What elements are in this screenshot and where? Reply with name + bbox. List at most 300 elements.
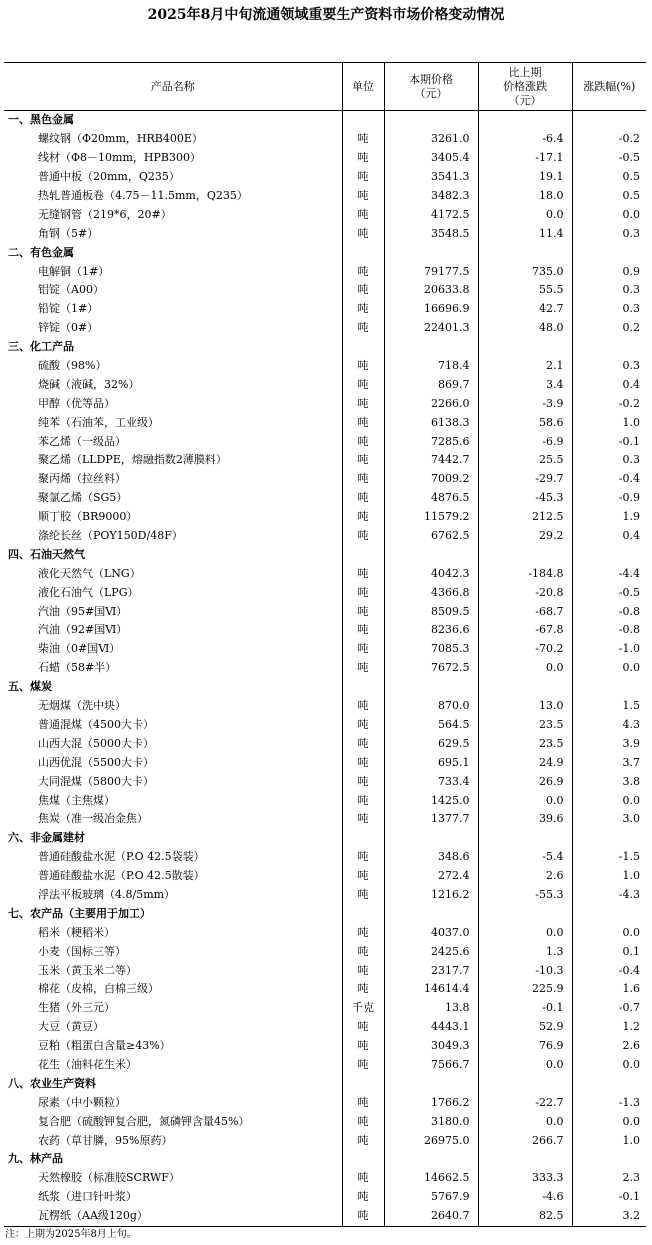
change-cell: -5.4 [478,848,572,867]
table-row [4,432,646,451]
product-name-cell: 角钢（5#） [38,226,99,240]
category-name-cell: 七、农产品（主要用于加工） [8,906,151,920]
price-cell: 6138.3 [384,413,478,432]
product-name-cell: 电解铜（1#） [38,264,110,278]
change-cell [478,1074,572,1093]
pct-cell: -4.3 [572,886,646,905]
pct-cell: 0.0 [572,923,646,942]
pct-cell: 0.5 [572,168,646,187]
unit-cell: 吨 [342,640,384,659]
pct-cell [572,243,646,262]
change-cell [478,678,572,697]
price-cell: 4876.5 [384,489,478,508]
unit-cell: 吨 [342,810,384,829]
unit-cell: 吨 [342,130,384,149]
category-name-cell: 四、石油天然气 [8,547,85,561]
table-row [4,583,646,602]
pct-cell: 0.2 [572,319,646,338]
unit-cell: 吨 [342,980,384,999]
unit-cell: 吨 [342,1169,384,1188]
unit-cell: 吨 [342,772,384,791]
table-row [4,942,646,961]
unit-cell: 吨 [342,564,384,583]
pct-cell: 1.2 [572,1018,646,1037]
price-cell: 1377.7 [384,810,478,829]
unit-cell: 吨 [342,621,384,640]
change-cell: 82.5 [478,1207,572,1226]
price-cell [384,678,478,697]
unit-cell: 吨 [342,848,384,867]
change-cell: -20.8 [478,583,572,602]
product-name-cell: 农药（草甘膦，95%原药） [38,1133,173,1147]
product-name-cell: 柴油（0#国Ⅵ） [38,642,121,656]
price-cell: 4042.3 [384,564,478,583]
product-name-cell: 棉花（皮棉，白棉三级） [38,982,159,996]
table-row [4,262,646,281]
unit-cell: 吨 [342,413,384,432]
unit-cell: 吨 [342,508,384,527]
table-row [4,772,646,791]
pct-cell: 1.0 [572,867,646,886]
product-name-cell: 液化石油气（LPG） [38,585,139,599]
unit-cell [342,338,384,357]
change-cell: 266.7 [478,1131,572,1150]
unit-cell: 吨 [342,527,384,546]
unit-cell: 吨 [342,1207,384,1226]
unit-cell: 吨 [342,1131,384,1150]
header-price [384,63,478,111]
change-cell: -17.1 [478,149,572,168]
pct-cell: -0.9 [572,489,646,508]
pct-cell: -1.3 [572,1093,646,1112]
price-cell: 1425.0 [384,791,478,810]
product-name-cell: 玉米（黄玉米二等） [38,963,137,977]
change-cell: -45.3 [478,489,572,508]
price-cell: 4366.8 [384,583,478,602]
change-cell: 55.5 [478,281,572,300]
price-cell: 348.6 [384,848,478,867]
pct-cell: 3.2 [572,1207,646,1226]
pct-cell [572,111,646,130]
unit-cell: 吨 [342,489,384,508]
product-name-cell: 豆粕（粗蛋白含量≥43%） [38,1039,171,1053]
change-cell: -68.7 [478,602,572,621]
pct-cell: 0.3 [572,300,646,319]
page-title: 2025年8月中旬流通领域重要生产资料市场价格变动情况 [147,7,505,23]
price-cell: 2640.7 [384,1207,478,1226]
pct-cell [572,904,646,923]
change-cell: 333.3 [478,1169,572,1188]
table-row [4,149,646,168]
unit-cell: 吨 [342,942,384,961]
pct-cell: 1.9 [572,508,646,527]
product-name-cell: 花生（油料花生米） [38,1057,137,1071]
change-cell [478,904,572,923]
table-row [4,357,646,376]
table-row [4,394,646,413]
change-cell: -70.2 [478,640,572,659]
unit-cell: 吨 [342,300,384,319]
unit-cell: 吨 [342,1093,384,1112]
price-cell: 8509.5 [384,602,478,621]
change-cell [478,338,572,357]
price-cell [384,904,478,923]
product-name-cell: 焦煤（主焦煤） [38,793,115,807]
change-cell: 23.5 [478,734,572,753]
table-row [4,886,646,905]
change-cell: 0.0 [478,205,572,224]
pct-cell: -0.7 [572,999,646,1018]
table-row [4,734,646,753]
table-row [4,281,646,300]
pct-cell: -1.0 [572,640,646,659]
pct-cell [572,1150,646,1169]
unit-cell: 吨 [342,602,384,621]
change-cell: -29.7 [478,470,572,489]
change-cell: -0.1 [478,999,572,1018]
pct-cell: 0.0 [572,791,646,810]
price-cell: 79177.5 [384,262,478,281]
category-name-cell: 八、农业生产资料 [8,1076,96,1090]
unit-cell: 吨 [342,583,384,602]
product-name-cell: 锌锭（0#） [38,321,99,335]
unit-cell [342,678,384,697]
table-row [4,923,646,942]
table-row [4,130,646,149]
price-cell: 870.0 [384,697,478,716]
price-cell: 5767.9 [384,1188,478,1207]
table-row [4,1018,646,1037]
price-cell [384,1074,478,1093]
product-name-cell: 普通硅酸盐水泥（P.O 42.5散装） [38,869,205,883]
category-name-cell: 二、有色金属 [8,245,74,259]
product-name-cell: 稻米（粳稻米） [38,925,115,939]
pct-cell: -0.2 [572,130,646,149]
table-row [4,848,646,867]
pct-cell: -0.4 [572,961,646,980]
product-name-cell: 聚丙烯（拉丝料） [38,472,126,486]
footnote: 注：上期为2025年8月上旬。 [5,1229,137,1240]
price-cell: 3049.3 [384,1037,478,1056]
product-name-cell: 石蜡（58#半） [38,661,117,675]
unit-cell: 吨 [342,394,384,413]
pct-cell [572,1074,646,1093]
price-cell [384,243,478,262]
pct-cell [572,678,646,697]
price-cell [384,1150,478,1169]
product-name-cell: 无缝钢管（219*6，20#） [38,207,172,221]
product-name-cell: 普通硅酸盐水泥（P.O 42.5袋装） [38,850,205,864]
unit-cell: 吨 [342,716,384,735]
price-cell: 7009.2 [384,470,478,489]
pct-cell: 0.0 [572,1056,646,1075]
table-row [4,1169,646,1188]
product-name-cell: 汽油（95#国Ⅵ） [38,604,128,618]
table-row [4,1188,646,1207]
category-row [4,1150,646,1169]
price-cell: 4172.5 [384,205,478,224]
table-row [4,300,646,319]
change-cell: 58.6 [478,413,572,432]
table-row [4,451,646,470]
product-name-cell: 无烟煤（洗中块） [38,699,126,713]
pct-cell: 0.0 [572,659,646,678]
product-name-cell: 铝锭（A00） [38,283,104,297]
change-cell: 24.9 [478,753,572,772]
price-cell: 20633.8 [384,281,478,300]
product-name-cell: 大同混煤（5800大卡） [38,774,154,788]
pct-cell: 0.1 [572,942,646,961]
table-row [4,187,646,206]
change-cell: -67.8 [478,621,572,640]
table-row [4,564,646,583]
unit-cell: 吨 [342,1037,384,1056]
price-cell: 3482.3 [384,187,478,206]
unit-cell: 吨 [342,697,384,716]
change-cell [478,829,572,848]
unit-cell: 吨 [342,451,384,470]
change-cell: 23.5 [478,716,572,735]
table-row [4,508,646,527]
change-cell: -55.3 [478,886,572,905]
product-name-cell: 涤纶长丝（POY150D/48F） [38,529,183,543]
price-cell: 2317.7 [384,961,478,980]
product-name-cell: 聚乙烯（LLDPE，熔融指数2薄膜料） [38,453,227,467]
price-cell: 718.4 [384,357,478,376]
pct-cell: 3.7 [572,753,646,772]
price-cell: 3405.4 [384,149,478,168]
category-name-cell: 一、黑色金属 [8,113,74,127]
price-cell: 22401.3 [384,319,478,338]
product-name-cell: 汽油（92#国Ⅵ） [38,623,128,637]
category-name-cell: 三、化工产品 [8,340,74,354]
product-name-cell: 山西大混（5000大卡） [38,736,154,750]
header-unit: 单位 [342,63,384,111]
unit-cell: 吨 [342,187,384,206]
price-cell [384,338,478,357]
category-row [4,545,646,564]
change-cell [478,111,572,130]
pct-cell: 0.4 [572,527,646,546]
pct-cell: 1.6 [572,980,646,999]
price-cell: 11579.2 [384,508,478,527]
price-cell: 26975.0 [384,1131,478,1150]
price-cell: 6762.5 [384,527,478,546]
product-name-cell: 纸浆（进口针叶浆） [38,1190,137,1204]
category-row [4,111,646,130]
header-price-line2: （元） [414,86,448,100]
product-name-cell: 瓦楞纸（AA级120g） [4,1207,342,1226]
price-cell: 7672.5 [384,659,478,678]
pct-cell: -0.4 [572,470,646,489]
change-cell: -10.3 [478,961,572,980]
header-change [478,63,572,111]
unit-cell [342,545,384,564]
pct-cell [572,338,646,357]
change-cell: -3.9 [478,394,572,413]
pct-cell: -0.1 [572,432,646,451]
header-name: 产品名称 [4,63,342,111]
pct-cell: 0.0 [572,1112,646,1131]
pct-cell: 0.3 [572,451,646,470]
unit-cell [342,904,384,923]
unit-cell: 吨 [342,168,384,187]
pct-cell: 0.3 [572,224,646,243]
pct-cell: -4.4 [572,564,646,583]
pct-cell: -0.1 [572,1188,646,1207]
table-row [4,375,646,394]
product-name-cell: 小麦（国标三等） [38,944,126,958]
category-name-cell: 六、非金属建材 [8,831,85,845]
table-row [4,640,646,659]
table-row [4,697,646,716]
product-name-cell: 苯乙烯（一级品） [38,434,126,448]
table-row [4,205,646,224]
pct-cell [572,829,646,848]
pct-cell: -0.8 [572,602,646,621]
pct-cell: 2.6 [572,1037,646,1056]
price-cell: 3261.0 [384,130,478,149]
unit-cell: 吨 [342,357,384,376]
change-cell: 0.0 [478,1112,572,1131]
price-cell: 14662.5 [384,1169,478,1188]
table-header-row [4,63,646,111]
table-row [4,867,646,886]
table-row [4,791,646,810]
unit-cell: 吨 [342,470,384,489]
unit-cell: 吨 [342,205,384,224]
change-cell: 212.5 [478,508,572,527]
unit-cell: 吨 [342,319,384,338]
price-cell: 16696.9 [384,300,478,319]
price-cell: 7566.7 [384,1056,478,1075]
price-table [4,62,646,1227]
product-name-cell: 顺丁胶（BR9000） [38,510,138,524]
unit-cell: 吨 [342,262,384,281]
table-row [4,1112,646,1131]
price-cell: 7442.7 [384,451,478,470]
unit-cell: 吨 [342,923,384,942]
change-cell: 2.1 [478,357,572,376]
unit-cell [342,111,384,130]
product-name-cell: 大豆（黄豆） [38,1020,104,1034]
change-cell: 0.0 [478,923,572,942]
price-cell: 8236.6 [384,621,478,640]
price-cell: 1766.2 [384,1093,478,1112]
header-pct: 涨跌幅(%) [572,63,646,111]
table-row [4,659,646,678]
category-row [4,243,646,262]
category-name-cell: 九、林产品 [8,1152,63,1166]
price-cell: 1216.2 [384,886,478,905]
unit-cell: 吨 [342,1018,384,1037]
pct-cell: -0.5 [572,583,646,602]
pct-cell: 0.4 [572,375,646,394]
unit-cell: 吨 [342,867,384,886]
pct-cell: -0.2 [572,394,646,413]
price-cell: 4037.0 [384,923,478,942]
price-cell: 2266.0 [384,394,478,413]
change-cell: 52.9 [478,1018,572,1037]
price-cell: 13.8 [384,999,478,1018]
change-cell: 0.0 [478,1056,572,1075]
price-cell: 7285.6 [384,432,478,451]
table-row [4,319,646,338]
product-name-cell: 铅锭（1#） [38,302,99,316]
category-row [4,904,646,923]
table-row [4,999,646,1018]
price-cell: 14614.4 [384,980,478,999]
pct-cell: 0.3 [572,281,646,300]
change-cell: 25.5 [478,451,572,470]
table-row [4,1131,646,1150]
pct-cell: 3.0 [572,810,646,829]
change-cell: 0.0 [478,791,572,810]
table-row [4,980,646,999]
product-name-cell: 螺纹钢（Φ20mm，HRB400E） [38,132,203,146]
table-row [4,1207,646,1226]
pct-cell: 3.9 [572,734,646,753]
unit-cell: 吨 [342,753,384,772]
table-row [4,716,646,735]
table-row [4,224,646,243]
product-name-cell: 尿素（中小颗粒） [38,1095,126,1109]
pct-cell: 2.3 [572,1169,646,1188]
change-cell: 39.6 [478,810,572,829]
unit-cell: 吨 [342,961,384,980]
product-name-cell: 液化天然气（LNG） [38,566,141,580]
unit-cell: 吨 [342,149,384,168]
change-cell: -4.6 [478,1188,572,1207]
table-row [4,810,646,829]
change-cell: 11.4 [478,224,572,243]
table-row [4,527,646,546]
change-cell: -6.9 [478,432,572,451]
product-name-cell: 生猪（外三元） [38,1001,115,1015]
category-row [4,678,646,697]
price-cell: 869.7 [384,375,478,394]
change-cell [478,1150,572,1169]
change-cell: 76.9 [478,1037,572,1056]
price-cell: 629.5 [384,734,478,753]
pct-cell: -0.8 [572,621,646,640]
product-name-cell: 普通混煤（4500大卡） [38,717,154,731]
change-cell: 1.3 [478,942,572,961]
product-name-cell: 烧碱（液碱，32%） [38,377,140,391]
price-cell: 272.4 [384,867,478,886]
product-name-cell: 普通中板（20mm，Q235） [38,170,180,184]
price-cell: 4443.1 [384,1018,478,1037]
change-cell: -6.4 [478,130,572,149]
table-row [4,1056,646,1075]
change-cell: -22.7 [478,1093,572,1112]
product-name-cell: 线材（Φ8－10mm，HPB300） [38,151,201,165]
table-row [4,602,646,621]
unit-cell [342,1150,384,1169]
pct-cell: 0.3 [572,357,646,376]
product-name-cell: 聚氯乙烯（SG5） [38,491,128,505]
unit-cell: 千克 [342,999,384,1018]
table-row [4,961,646,980]
price-cell [384,829,478,848]
table-row [4,1037,646,1056]
table-body [4,111,646,1227]
unit-cell [342,829,384,848]
unit-cell [342,243,384,262]
change-cell: 42.7 [478,300,572,319]
change-cell: 2.6 [478,867,572,886]
product-name-cell: 复合肥（硫酸钾复合肥，氮磷钾含量45%） [38,1114,250,1128]
